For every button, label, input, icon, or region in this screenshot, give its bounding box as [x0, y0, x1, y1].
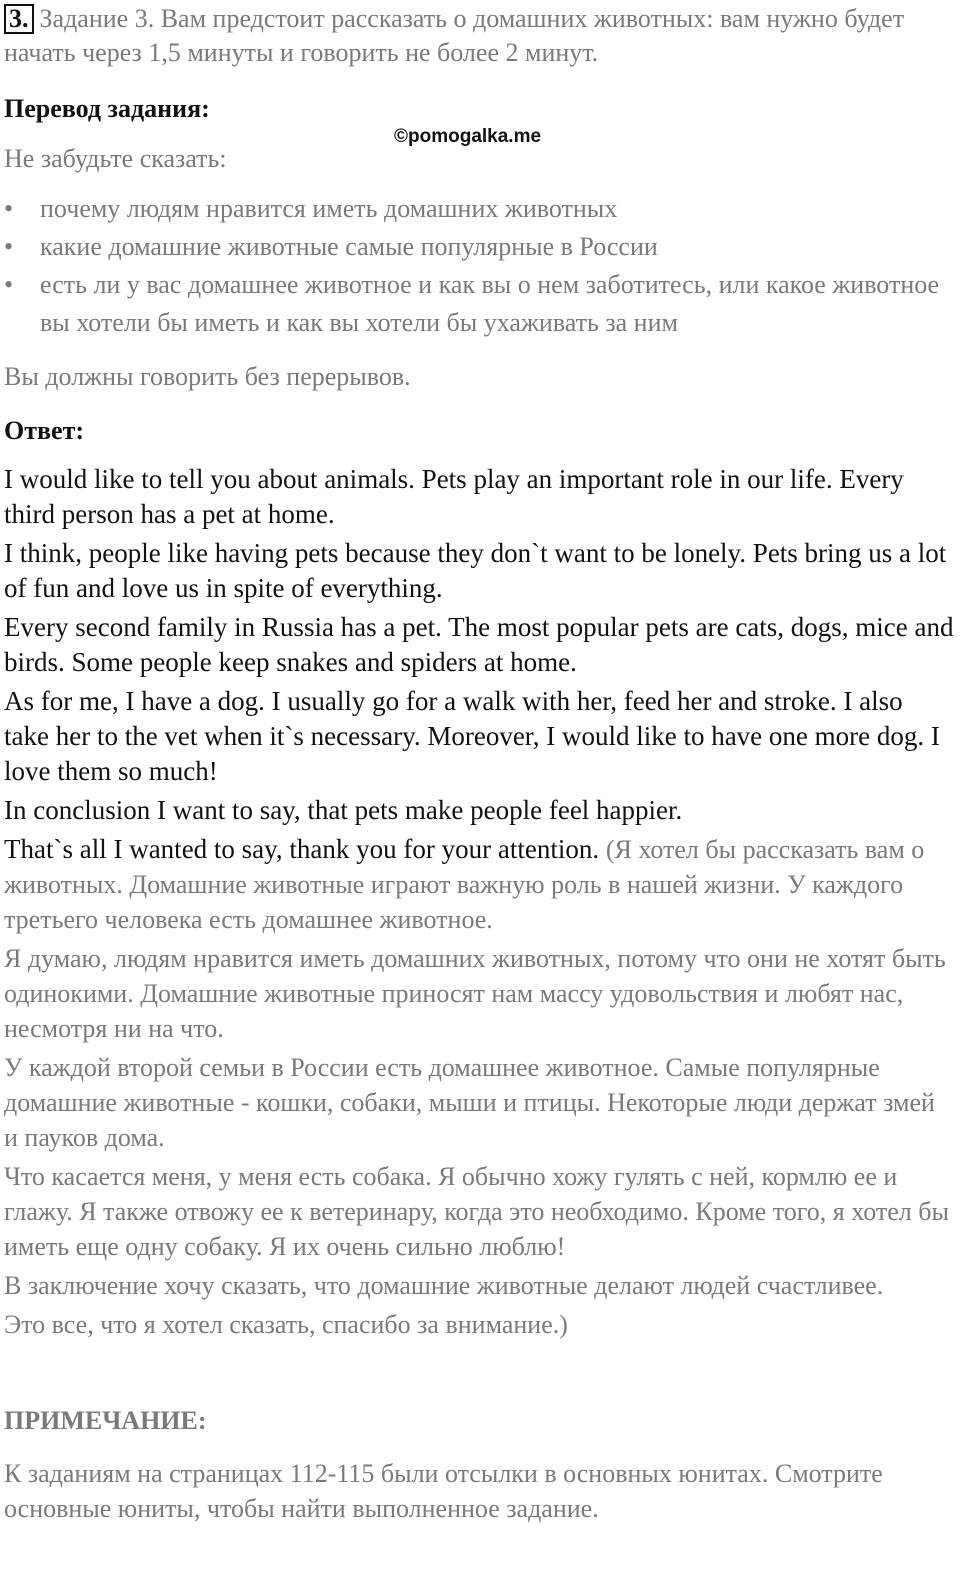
answer-closing: That`s all I wanted to say, thank you for your attention.	[4, 834, 600, 864]
answer-paragraph: As for me, I have a dog. I usually go for a walk with her, feed her and stroke. I also take her to the vet when it`s necessary. Moreover, I would like to have one more dog. I love them so much!	[4, 686, 940, 786]
answer-paragraph: Every second family in Russia has a pet. The most popular pets are cats, dogs, mice and birds. Some people keep snakes and spiders at home.	[4, 612, 954, 677]
translation-paragraph: Я думаю, людям нравится иметь домашних животных, потому что они не хотят быть одинокими. Домашние животные приносят нам массу удовольствия и любят нас, несмотря ни на что.	[4, 944, 946, 1043]
answer-paragraph-last	[4, 832, 954, 937]
bullet-marker: •	[4, 270, 14, 299]
translation-paragraph: (Я хотел бы рассказать вам о животных. Домашние животные играют важную роль в нашей жизни. У каждого третьего человека есть домашнее животное.	[4, 835, 925, 934]
translation-paragraph: Что касается меня, у меня есть собака. Я обычно хожу гулять с ней, кормлю ее и глажу. Я также отвожу ее к ветеринару, когда это необходимо. Кроме того, я хотел бы иметь еще одну собаку. Я их очень сильно люблю!	[4, 1162, 949, 1261]
document-page	[4, 2, 954, 1526]
bullet-text: почему людям нравится иметь домашних животных	[40, 194, 618, 223]
translation-paragraph: В заключение хочу сказать, что домашние животные делают людей счастливее.	[4, 1271, 884, 1300]
note-text: К заданиям на страницах 112-115 были отсылки в основных юнитах. Смотрите основные юниты, чтобы найти выполненное задание.	[4, 1459, 883, 1523]
note-heading: ПРИМЕЧАНИЕ:	[4, 1406, 207, 1435]
no-pause-instruction: Вы должны говорить без перерывов.	[4, 362, 411, 391]
task-bullet-list	[4, 190, 954, 342]
bullet-text: какие домашние животные самые популярные в России	[40, 232, 658, 261]
list-item	[4, 228, 954, 266]
bullet-text: есть ли у вас домашнее животное и как вы о нем заботитесь, или какое животное вы хотели бы иметь и как вы хотели бы ухаживать за ним	[40, 270, 940, 337]
answer-paragraph: In conclusion I want to say, that pets make people feel happier.	[4, 795, 683, 825]
translation-paragraph: Это все, что я хотел сказать, спасибо за внимание.)	[4, 1310, 568, 1339]
answer-body	[4, 462, 954, 937]
answer-paragraph: I think, people like having pets because they don`t want to be lonely. Pets bring us a lot of fun and love us in spite of everything.	[4, 538, 947, 603]
task-number: 3.	[4, 4, 34, 34]
task-text: Задание 3. Вам предстоит рассказать о домашних животных: вам нужно будет начать через 1,5 минуты и говорить не более 2 минут.	[4, 4, 905, 67]
answer-paragraph: I would like to tell you about animals. Pets play an important role in our life. Every third person has a pet at home.	[4, 464, 904, 529]
bullet-marker: •	[4, 194, 14, 223]
watermark-text: ©pomogalka.me	[394, 126, 542, 147]
task-header	[4, 2, 954, 70]
translation-heading: Перевод задания:	[4, 94, 210, 123]
list-item	[4, 266, 954, 342]
answer-translation	[4, 941, 954, 1342]
bullet-marker: •	[4, 232, 14, 261]
list-item	[4, 190, 954, 228]
remember-label: Не забудьте сказать:	[4, 144, 227, 173]
translation-paragraph: У каждой второй семьи в России есть домашнее животное. Самые популярные домашние животные - кошки, собаки, мыши и птицы. Некоторые люди держат змей и пауков дома.	[4, 1053, 935, 1152]
answer-heading: Ответ:	[4, 416, 85, 445]
